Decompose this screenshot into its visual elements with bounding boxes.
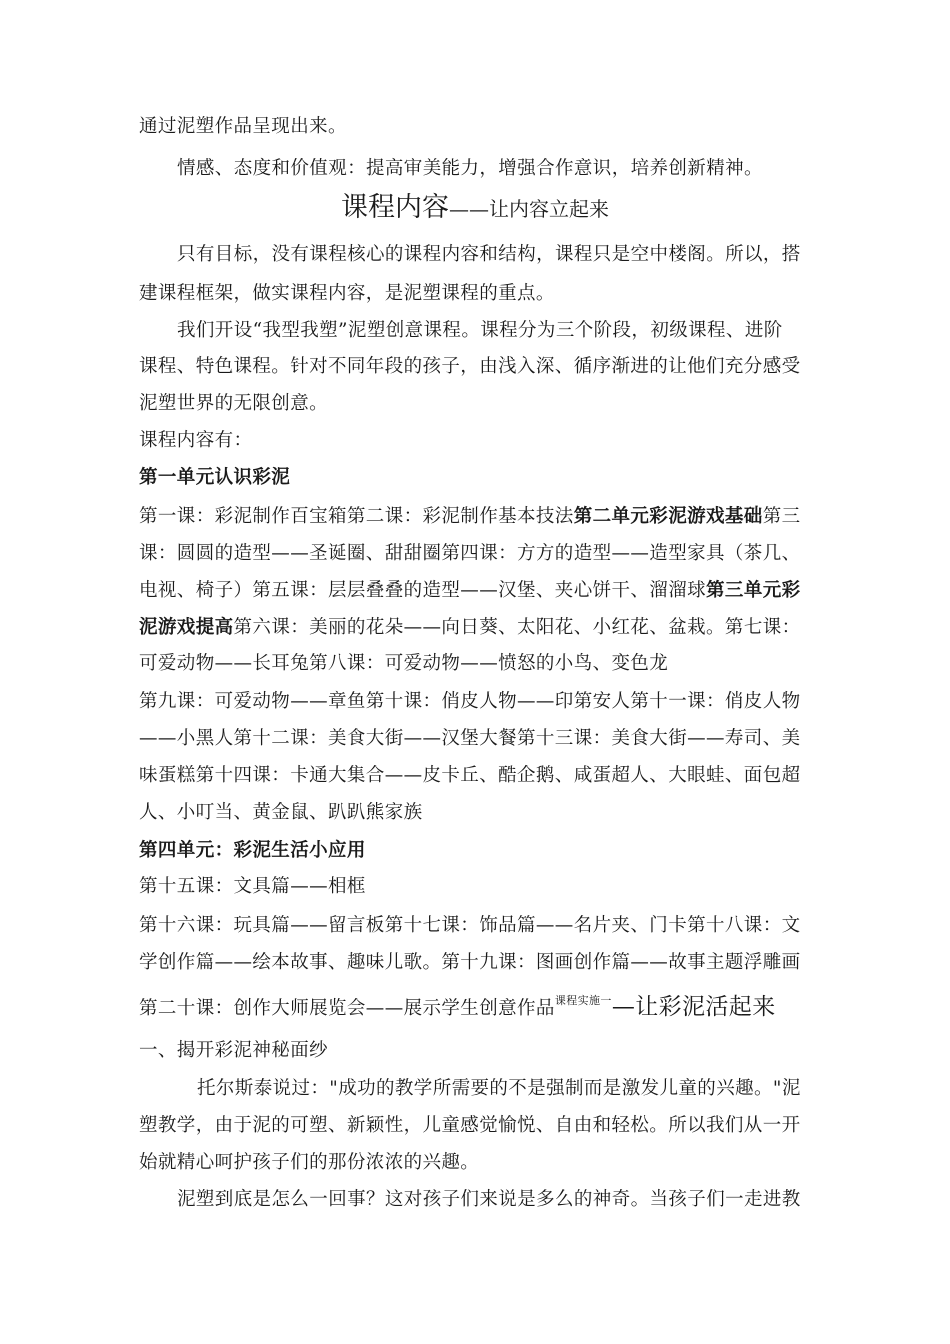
- paragraph-line: 第九课：可爱动物——章鱼第十课：俏皮人物——印第安人第十一课：俏皮人物: [139, 691, 801, 712]
- paragraph-line: 味蛋糕第十四课：卡通大集合——皮卡丘、酷企鹅、咸蛋超人、大眼蛙、面包超: [139, 765, 801, 786]
- paragraph-line: 泥塑世界的无限创意。: [139, 393, 329, 414]
- paragraph-line: 始就精心呵护孩子们的那份浓浓的兴趣。: [139, 1152, 480, 1173]
- unit-heading: 第一单元认识彩泥: [139, 467, 291, 488]
- paragraph-line: 只有目标，没有课程核心的课程内容和结构，课程只是空中楼阁。所以，搭: [177, 244, 801, 265]
- heading-sub: ——让内容立起来: [449, 197, 609, 221]
- paragraph-line: 我们开设“我型我塑”泥塑创意课程。课程分为三个阶段，初级课程、进阶: [177, 320, 783, 341]
- paragraph-line: 课：圆圆的造型——圣诞圈、甜甜圈第四课：方方的造型——造型家具（茶几、: [139, 543, 801, 564]
- section-heading: [0, 190, 950, 227]
- paragraph-line: 泥塑到底是怎么一回事？这对孩子们来说是多么的神奇。当孩子们一走进教: [177, 1189, 801, 1210]
- paragraph-line: 可爱动物——长耳兔第八课：可爱动物——愤怒的小鸟、变色龙: [139, 653, 669, 674]
- paragraph-line: 人、小叮当、黄金鼠、趴趴熊家族: [139, 802, 423, 823]
- paragraph-line: [139, 988, 776, 1022]
- paragraph-line: [139, 578, 801, 604]
- unit-heading: 泥游戏提高: [139, 617, 234, 638]
- text-run: 第二十课：创作大师展览会——展示学生创意作品: [139, 998, 555, 1019]
- paragraph-line: 课程、特色课程。针对不同年段的孩子，由浅入深、循序渐进的让他们充分感受: [139, 356, 801, 377]
- paragraph-line: 一、揭开彩泥神秘面纱: [139, 1040, 329, 1061]
- paragraph-line: 通过泥塑作品呈现出来。: [139, 116, 347, 137]
- unit-heading: 第三单元彩: [706, 580, 801, 601]
- unit-heading: 第四单元：彩泥生活小应用: [139, 840, 366, 861]
- paragraph-line: 课程内容有：: [139, 430, 253, 451]
- heading-main: 课程内容: [341, 192, 449, 223]
- text-run: 第三: [762, 506, 801, 527]
- superscript-run: 课程实施一: [554, 994, 612, 1007]
- paragraph-line: 情感、态度和价值观：提高审美能力，增强合作意识，培养创新精神。: [177, 158, 763, 179]
- paragraph-line: [139, 615, 801, 641]
- paragraph-line: [139, 504, 801, 530]
- paragraph-line: ——小黑人第十二课：美食大街——汉堡大餐第十三课：美食大街——寿司、美: [139, 728, 801, 749]
- paragraph-line: 学创作篇——绘本故事、趣味儿歌。第十九课：图画创作篇——故事主题浮雕画: [139, 952, 801, 973]
- text-run: 第一课：彩泥制作百宝箱第二课：彩泥制作基本技法: [139, 506, 574, 527]
- text-run: 电视、椅子）第五课：层层叠叠的造型——汉堡、夹心饼干、溜溜球: [139, 580, 707, 601]
- text-run: 第六课：美丽的花朵——向日葵、太阳花、小红花、盆栽。第七课：: [233, 617, 801, 638]
- section-heading-inline: —让彩泥活起来: [611, 994, 776, 1020]
- paragraph-line: 第十五课：文具篇——相框: [139, 876, 366, 897]
- paragraph-line: 托尔斯泰说过："成功的教学所需要的不是强制而是激发儿童的兴趣。"泥: [197, 1078, 801, 1099]
- unit-heading: 第二单元彩泥游戏基础: [573, 506, 763, 527]
- paragraph-line: 建课程框架，做实课程内容，是泥塑课程的重点。: [139, 283, 555, 304]
- paragraph-line: 塑教学，由于泥的可塑、新颖性，儿童感觉愉悦、自由和轻松。所以我们从一开: [139, 1115, 801, 1136]
- paragraph-line: 第十六课：玩具篇——留言板第十七课：饰品篇——名片夹、门卡第十八课：文: [139, 915, 801, 936]
